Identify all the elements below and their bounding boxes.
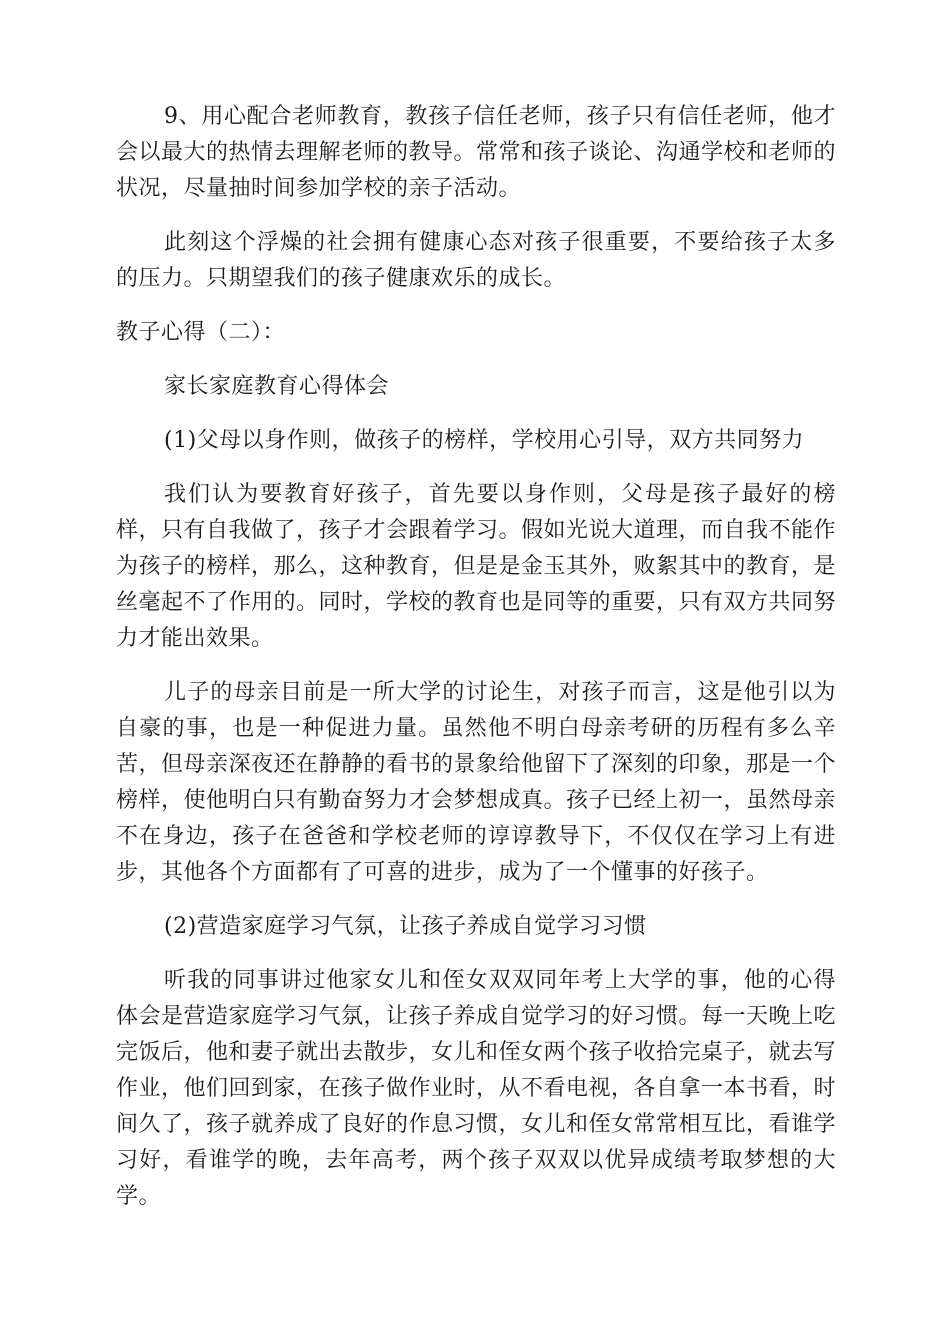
- point-two-heading: (2)营造家庭学习气氛，让孩子养成自觉学习习惯: [164, 914, 647, 939]
- section-heading: 教子心得（二）：: [116, 320, 286, 345]
- section-subtitle: 家长家庭教育心得体会: [164, 374, 390, 399]
- paragraph-teacher-cooperation: 9、用心配合老师教育，教孩子信任老师，孩子只有信任老师，他才会以最大的热情去理解老师的教导。常常和孩子谈论、沟通学校和老师的状况，尽量抽时间参加学校的亲子活动。: [116, 104, 837, 201]
- document-body: [116, 99, 836, 1233]
- point-one-heading: (1)父母以身作则，做孩子的榜样，学校用心引导，双方共同努力: [164, 428, 805, 453]
- paragraph-mother-example: 儿子的母亲目前是一所大学的讨论生，对孩子而言，这是他引以为自豪的事，也是一种促进力量。虽然他不明白母亲考研的历程有多么辛苦，但母亲深夜还在静静的看书的景象给他留下了深刻的印象，那是一个榜样，使他明白只有勤奋努力才会梦想成真。孩子已经上初一，虽然母亲不在身边，孩子在爸爸和学校老师的谆谆教导下，不仅仅在学习上有进步，其他各个方面都有了可喜的进步，成为了一个懂事的好孩子。: [116, 680, 837, 885]
- paragraph-healthy-mindset: 此刻这个浮燥的社会拥有健康心态对孩子很重要，不要给孩子太多的压力。只期望我们的孩子健康欢乐的成长。: [116, 230, 836, 291]
- paragraph-lead-by-example: 我们认为要教育好孩子，首先要以身作则，父母是孩子最好的榜样，只有自我做了，孩子才会跟着学习。假如光说大道理，而自我不能作为孩子的榜样，那么，这种教育，但是是金玉其外，败絮其中的教育，是丝毫起不了作用的。同时，学校的教育也是同等的重要，只有双方共同努力才能出效果。: [116, 482, 837, 651]
- paragraph-colleague-story: 听我的同事讲过他家女儿和侄女双双同年考上大学的事，他的心得体会是营造家庭学习气氛，让孩子养成自觉学习的好习惯。每一天晚上吃完饭后，他和妻子就出去散步，女儿和侄女两个孩子收拾完桌子，就去写作业，他们回到家，在孩子做作业时，从不看电视，各自拿一本书看，时间久了，孩子就养成了良好的作息习惯，女儿和侄女常常相互比，看谁学习好，看谁学的晚，去年高考，两个孩子双双以优异成绩考取梦想的大学。: [116, 968, 837, 1209]
